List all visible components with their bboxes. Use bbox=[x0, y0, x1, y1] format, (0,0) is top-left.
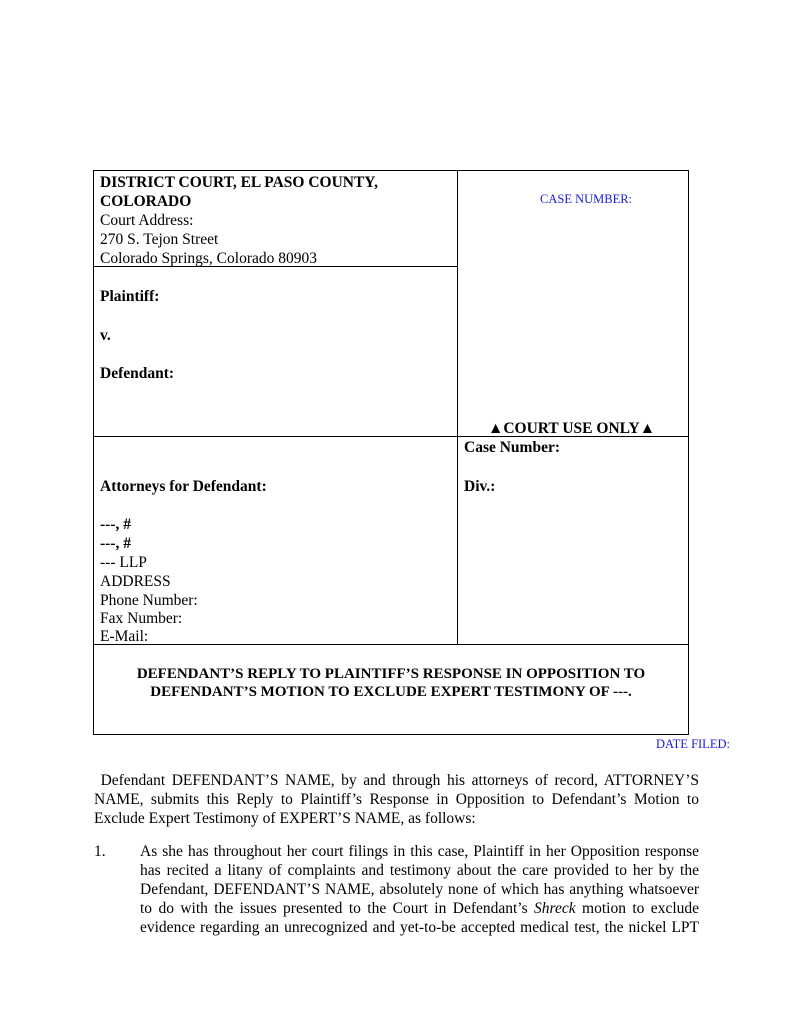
case-number-label: Case Number: bbox=[464, 439, 560, 456]
attorneys-for-defendant-label: Attorneys for Defendant: bbox=[100, 478, 267, 495]
law-firm-name: --- LLP bbox=[100, 554, 147, 571]
item-1-line-4 bbox=[140, 899, 699, 918]
item-1-line-3: Defendant, DEFENDANT’S NAME, absolutely none of which has anything whatsoever bbox=[140, 881, 699, 898]
plaintiff-label: Plaintiff: bbox=[100, 288, 160, 305]
fax-number-label: Fax Number: bbox=[100, 610, 183, 627]
court-name-line2: COLORADO bbox=[100, 193, 192, 210]
division-label: Div.: bbox=[464, 478, 496, 495]
law-firm-address: ADDRESS bbox=[100, 573, 171, 590]
intro-line-3: Exclude Expert Testimony of EXPERT’S NAME, as follows: bbox=[94, 810, 476, 827]
court-address-street: 270 S. Tejon Street bbox=[100, 231, 219, 248]
caption-vertical-divider bbox=[457, 171, 458, 645]
court-use-only-label: ▲COURT USE ONLY▲ bbox=[488, 420, 656, 437]
attorney-divider bbox=[94, 644, 688, 645]
defendant-label: Defendant: bbox=[100, 365, 175, 382]
item-1-line-1: As she has throughout her court filings in this case, Plaintiff in her Opposition response bbox=[140, 843, 699, 860]
item-1-paragraph bbox=[140, 842, 699, 937]
document-title-line1: DEFENDANT’S REPLY TO PLAINTIFF’S RESPONSE IN OPPOSITION TO bbox=[136, 666, 646, 682]
item-1-number: 1. bbox=[94, 843, 106, 860]
item-1-line-4-end: motion to exclude bbox=[575, 900, 700, 917]
item-1-line-2: has recited a litany of complaints and testimony about the care provided to her by the bbox=[140, 862, 699, 879]
case-caption-table bbox=[93, 170, 689, 735]
phone-number-label: Phone Number: bbox=[100, 592, 198, 609]
item-1-line-4-start: to do with the issues presented to the Court in Defendant’s bbox=[140, 900, 535, 917]
versus-label: v. bbox=[100, 327, 111, 344]
intro-line-1: Defendant DEFENDANT’S NAME, by and through his attorneys of record, ATTORNEY’S bbox=[94, 772, 699, 789]
court-address-label: Court Address: bbox=[100, 212, 194, 229]
email-label: E-Mail: bbox=[100, 628, 149, 645]
document-title-line2: DEFENDANT’S MOTION TO EXCLUDE EXPERT TESTIMONY OF ---. bbox=[150, 684, 632, 700]
attorney-line-2: ---, # bbox=[100, 535, 131, 552]
attorney-line-1: ---, # bbox=[100, 516, 131, 533]
shreck-case-name: Shreck bbox=[534, 900, 576, 917]
intro-line-2: NAME, submits this Reply to Plaintiff’s Response in Opposition to Defendant’s Motion to bbox=[94, 791, 699, 808]
court-name-line1: DISTRICT COURT, EL PASO COUNTY, bbox=[100, 174, 378, 191]
case-number-top-label: CASE NUMBER: bbox=[540, 192, 633, 206]
intro-paragraph bbox=[94, 771, 699, 828]
item-1-line-5: evidence regarding an unrecognized and yet-to-be accepted medical test, the nickel LPT bbox=[140, 919, 699, 936]
court-address-city: Colorado Springs, Colorado 80903 bbox=[100, 250, 317, 267]
date-filed-label: DATE FILED: bbox=[656, 737, 730, 751]
